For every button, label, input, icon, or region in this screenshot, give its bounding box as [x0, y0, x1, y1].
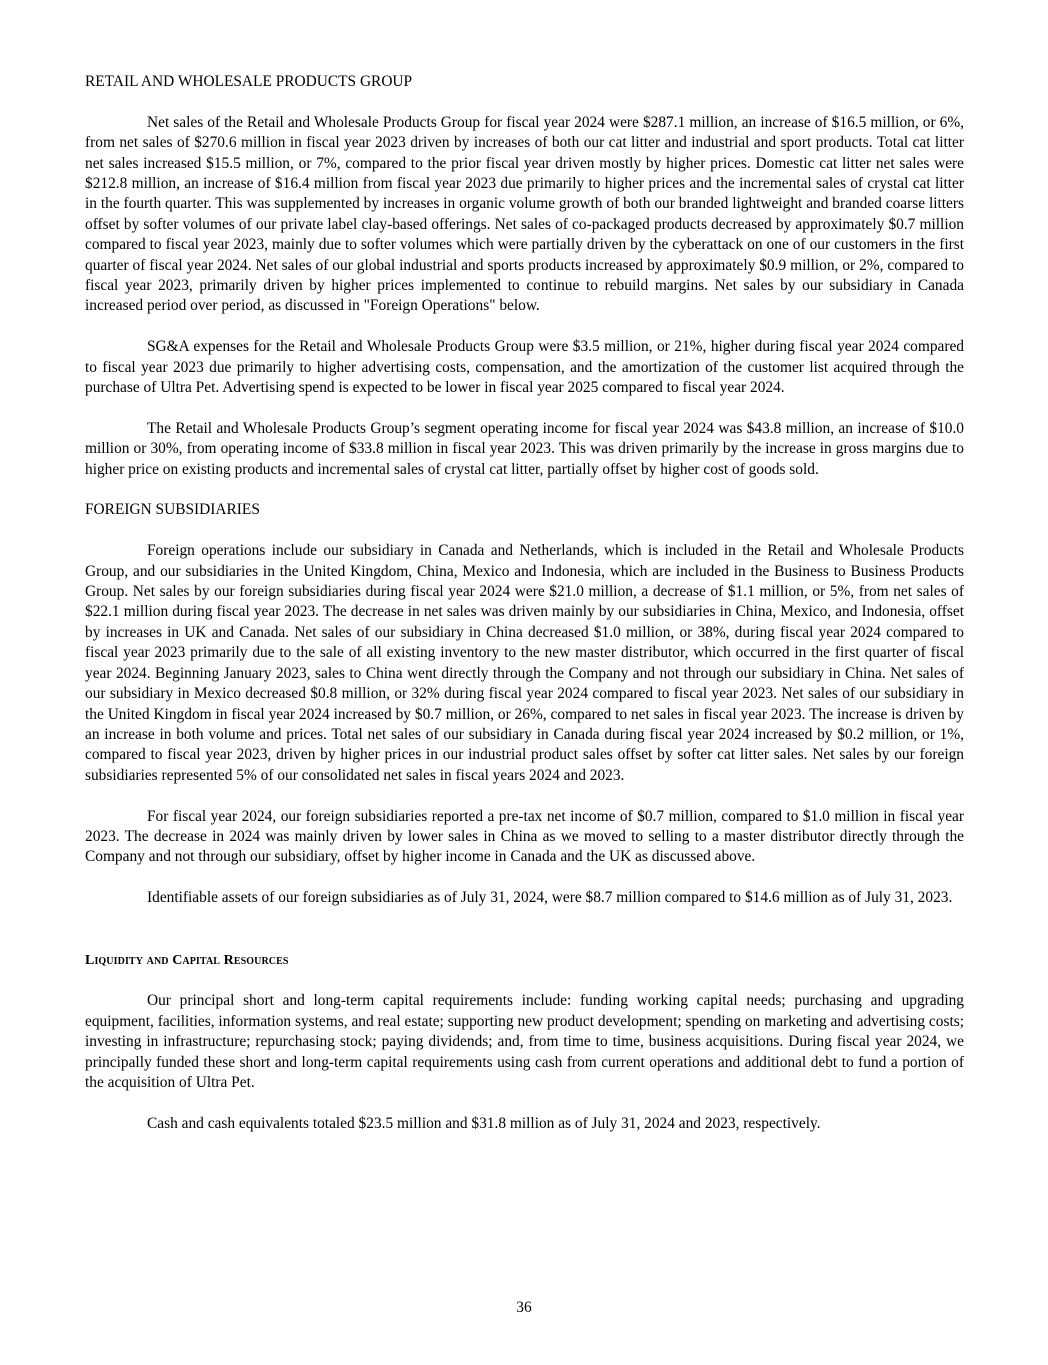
liquidity-paragraph-cash: Cash and cash equivalents totaled $23.5 million and $31.8 million as of July 31, 2024 and 2023, respectively.	[147, 1114, 821, 1132]
retail-paragraph-net-sales: Net sales of the Retail and Wholesale Products Group for fiscal year 2024 were $287.1 million, an increase of $16.5 million, or 6%, from net sales of $270.6 million in fiscal year 2023 driven by increases of both our cat litter and industrial and sport products. Total cat litter net sales increased $15.5 million, or 7%, compared to the prior fiscal year driven mostly by higher prices. Domestic cat litter net sales were $212.8 million, an increase of $16.4 million from fiscal year 2023 due primarily to higher prices and the incremental sales of crystal cat litter in the fourth quarter. This was supplemented by increases in organic volume growth of both our branded lightweight and branded coarse litters offset by softer volumes of our private label clay-based offerings. Net sales of co-packaged products decreased by approximately $0.7 million compared to fiscal year 2023, mainly due to softer volumes which were partially driven by the cyberattack on one of our customers in the first quarter of fiscal year 2024. Net sales of our global industrial and sports products increased by approximately $0.9 million, or 2%, compared to fiscal year 2023, primarily driven by higher prices implemented to continue to rebuild margins. Net sales by our subsidiary in Canada increased period over period, as discussed in "Foreign Operations" below.	[85, 113, 964, 315]
liquidity-section-heading: Liquidity and Capital Resources	[85, 952, 289, 968]
foreign-paragraph-operations: Foreign operations include our subsidiary in Canada and Netherlands, which is included in the Retail and Wholesale Products Group, and our subsidiaries in the United Kingdom, China, Mexico and Indonesia, which are included in the Business to Business Products Group. Net sales by our foreign subsidiaries during fiscal year 2024 were $21.0 million, a decrease of $1.1 million, or 5%, from net sales of $22.1 million during fiscal year 2023. The decrease in net sales was driven mainly by our subsidiaries in China, Mexico, and Indonesia, offset by increases in UK and Canada. Net sales of our subsidiary in China decreased $1.0 million, or 38%, during fiscal year 2024 compared to fiscal year 2023 primarily due to the sale of all existing inventory to the new master distributor, which occurred in the first quarter of fiscal year 2024. Beginning January 2023, sales to China went directly through the Company and not through our subsidiary in China. Net sales of our subsidiary in Mexico decreased $0.8 million, or 32% during fiscal year 2024 compared to fiscal year 2023. Net sales of our subsidiary in the United Kingdom in fiscal year 2024 increased by $0.7 million, or 26%, compared to net sales in fiscal year 2023. The increase is driven by an increase in both volume and prices. Total net sales of our subsidiary in Canada during fiscal year 2024 increased by $0.2 million, or 1%, compared to fiscal year 2023, driven by higher prices in our industrial product sales offset by softer cat litter sales. Net sales by our foreign subsidiaries represented 5% of our consolidated net sales in fiscal years 2024 and 2023.	[85, 542, 964, 784]
foreign-paragraph-assets: Identifiable assets of our foreign subsidiaries as of July 31, 2024, were $8.7 million compared to $14.6 million as of July 31, 2023.	[147, 889, 953, 907]
foreign-paragraph-income: For fiscal year 2024, our foreign subsidiaries reported a pre-tax net income of $0.7 million, compared to $1.0 million in fiscal year 2023. The decrease in 2024 was mainly driven by lower sales in China as we moved to selling to a master distributor directly through the Company and not through our subsidiary, offset by higher income in Canada and the UK as discussed above.	[85, 807, 964, 866]
liquidity-paragraph-requirements: Our principal short and long-term capital requirements include: funding working capital needs; purchasing and upgrading equipment, facilities, information systems, and real estate; supporting new product development; spending on marketing and advertising costs; investing in infrastructure; repurchasing stock; paying dividends; and, from time to time, business acquisitions. During fiscal year 2024, we principally funded these short and long-term capital requirements using cash from current operations and additional debt to fund a portion of the acquisition of Ultra Pet.	[85, 992, 964, 1091]
retail-paragraph-operating-income: The Retail and Wholesale Products Group’s segment operating income for fiscal year 2024 was $43.8 million, an increase of $10.0 million or 30%, from operating income of $33.8 million in fiscal year 2023. This was driven primarily by the increase in gross margins due to higher price on existing products and incremental sales of crystal cat litter, partially offset by higher cost of goods sold.	[85, 419, 964, 478]
retail-paragraph-sga: SG&A expenses for the Retail and Wholesale Products Group were $3.5 million, or 21%, higher during fiscal year 2024 compared to fiscal year 2023 due primarily to higher advertising costs, compensation, and the amortization of the customer list acquired through the purchase of Ultra Pet. Advertising spend is expected to be lower in fiscal year 2025 compared to fiscal year 2024.	[85, 338, 964, 397]
document-page	[85, 72, 964, 1134]
page-number: 36	[516, 1299, 532, 1316]
foreign-section-heading: FOREIGN SUBSIDIARIES	[85, 501, 260, 519]
retail-section-heading: RETAIL AND WHOLESALE PRODUCTS GROUP	[85, 73, 413, 90]
